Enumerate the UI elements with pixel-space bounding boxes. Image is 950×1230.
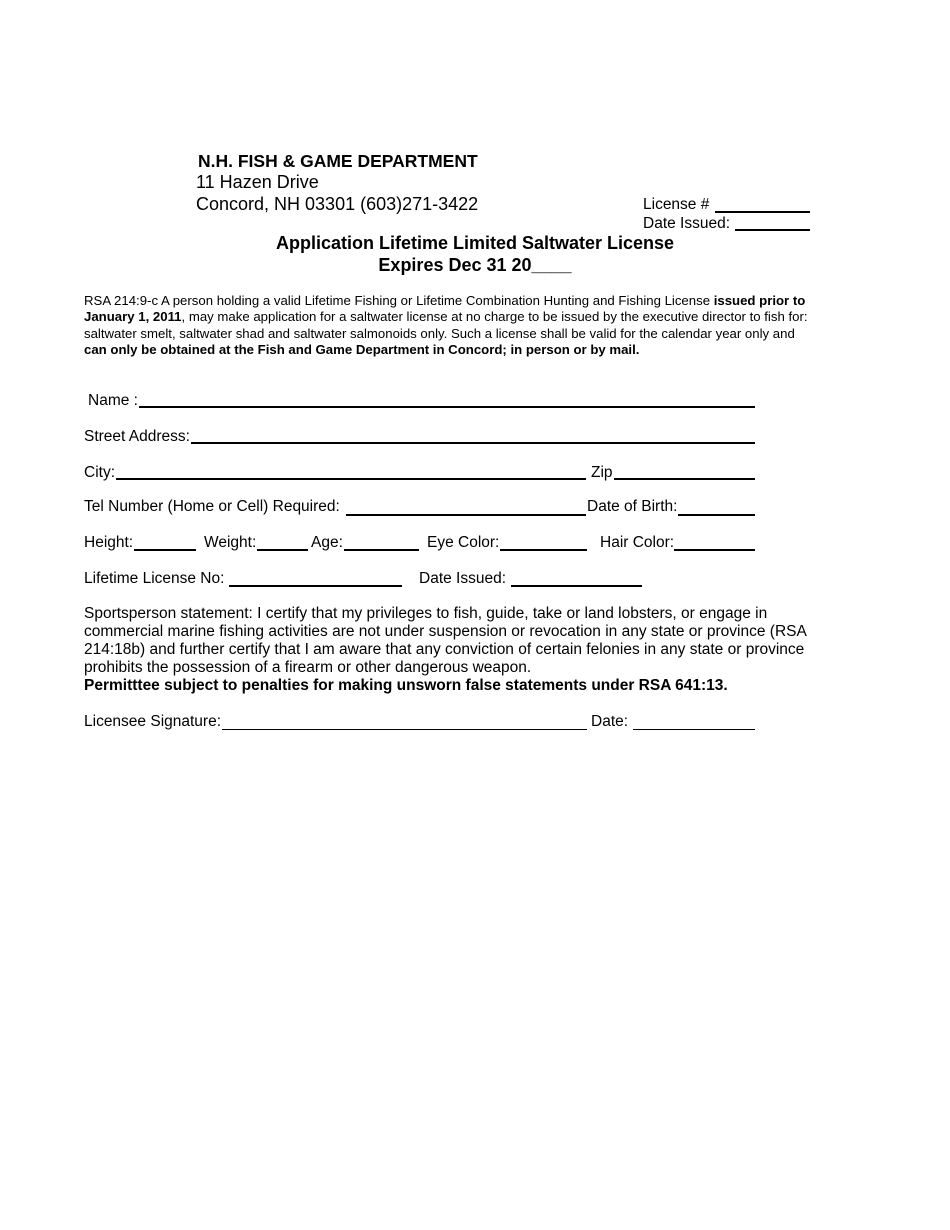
rsa-paragraph	[84, 293, 814, 358]
weight-label: Weight:	[204, 534, 257, 551]
signature-field[interactable]	[222, 729, 587, 730]
department-city-phone: Concord, NH 03301 (603)271-3422	[196, 194, 479, 214]
form-expiry: Expires Dec 31 20____	[378, 255, 572, 275]
office-date-issued-field[interactable]	[735, 229, 810, 231]
rsa-text-4: can only be obtained at the Fish and Game Department in Concord; in person or by mail.	[84, 341, 640, 357]
penalty-notice: Permitttee subject to penalties for making unsworn false statements under RSA 641:13.	[84, 677, 728, 694]
city-field[interactable]	[116, 478, 586, 480]
date-issued-field[interactable]	[511, 585, 642, 587]
name-label: Name :	[88, 392, 138, 409]
signature-date-label: Date:	[591, 713, 629, 730]
name-field[interactable]	[139, 406, 755, 408]
lifetime-license-label: Lifetime License No:	[84, 570, 225, 587]
weight-field[interactable]	[257, 549, 308, 551]
form-title: Application Lifetime Limited Saltwater License	[275, 233, 675, 253]
signature-label: Licensee Signature:	[84, 713, 222, 730]
age-field[interactable]	[344, 549, 419, 551]
zip-field[interactable]	[614, 478, 755, 480]
signature-date-field[interactable]	[633, 729, 755, 730]
dob-field[interactable]	[678, 514, 755, 516]
street-address-field[interactable]	[191, 442, 755, 444]
department-street: 11 Hazen Drive	[196, 172, 319, 192]
height-field[interactable]	[134, 549, 196, 551]
sportsperson-statement	[84, 605, 819, 695]
rsa-text-2: issued prior to January 1, 2011	[84, 293, 806, 325]
statement-text: Sportsperson statement: I certify that my privileges to fish, guide, take or land lobsters, or engage in commercial marine fishing activities are not under suspension or revocation in any state or province (RSA 214:18b) and further certify that I am aware that any conviction of certain felonies in any state or province prohibits the possession of a firearm or other dangerous weapon.	[84, 605, 806, 676]
license-number-field[interactable]	[715, 211, 810, 213]
rsa-text-1: RSA 214:9-c A person holding a valid Lifetime Fishing or Lifetime Combination Hunting and Fishing License	[84, 293, 714, 308]
dob-label: Date of Birth:	[587, 498, 678, 515]
eye-color-field[interactable]	[500, 549, 587, 551]
age-label: Age:	[311, 534, 343, 551]
zip-label: Zip	[591, 464, 613, 481]
hair-color-label: Hair Color:	[600, 534, 675, 551]
rsa-text-3: , may make application for a saltwater license at no charge to be issued by the executive director to fish for: saltwater smelt, saltwater shad and saltwater salmonoids only. Such a license shall be valid for the calendar year only and	[84, 309, 808, 341]
lifetime-license-field[interactable]	[229, 585, 402, 587]
date-issued-label: Date Issued:	[419, 570, 507, 587]
department-name: N.H. FISH & GAME DEPARTMENT	[198, 151, 478, 171]
tel-field[interactable]	[346, 514, 586, 516]
license-number-label: License #	[643, 196, 710, 213]
hair-color-field[interactable]	[674, 549, 755, 551]
street-address-label: Street Address:	[84, 428, 190, 445]
height-label: Height:	[84, 534, 134, 551]
eye-color-label: Eye Color:	[427, 534, 500, 551]
tel-label: Tel Number (Home or Cell) Required:	[84, 498, 340, 515]
city-label: City:	[84, 464, 115, 481]
office-date-issued-label: Date Issued:	[643, 215, 731, 232]
